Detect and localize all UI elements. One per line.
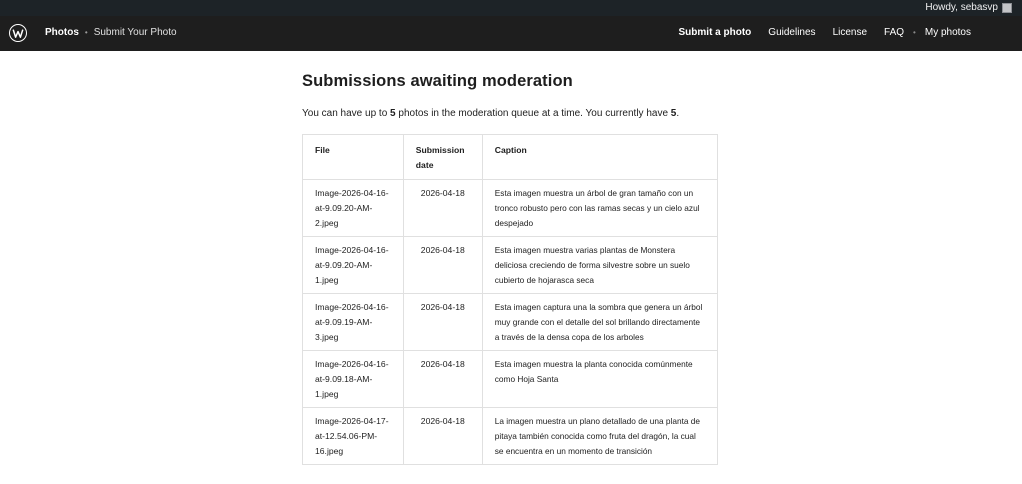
date-cell: 2026-04-18	[403, 294, 482, 351]
file-cell: Image-2026-04-16-at-9.09.19-AM-3.jpeg	[303, 294, 404, 351]
file-cell: Image-2026-04-16-at-9.09.18-AM-1.jpeg	[303, 351, 404, 408]
breadcrumb	[45, 27, 177, 38]
nav-submit-a-photo[interactable]: Submit a photo	[678, 27, 752, 38]
table-row	[303, 294, 718, 351]
column-header-date: Submission date	[403, 135, 482, 180]
table-row	[303, 408, 718, 465]
caption-cell: La imagen muestra un plano detallado de una planta de pitaya también conocida como fruta del dragón, la cual se encuentra en un momento de transición	[482, 408, 717, 465]
nav-my-photos[interactable]: My photos	[924, 27, 971, 38]
table-row	[303, 351, 718, 408]
account-menu[interactable]	[925, 2, 1012, 13]
notice-count: 5	[670, 108, 677, 119]
file-cell: Image-2026-04-16-at-9.09.20-AM-1.jpeg	[303, 237, 404, 294]
howdy-greeting[interactable]: Howdy, sebasvp	[925, 2, 998, 13]
main-nav	[679, 27, 971, 38]
page-name-link[interactable]: Submit Your Photo	[93, 27, 177, 38]
date-cell: 2026-04-18	[403, 408, 482, 465]
column-header-caption: Caption	[482, 135, 717, 180]
date-cell: 2026-04-18	[403, 351, 482, 408]
caption-cell: Esta imagen muestra un árbol de gran tamaño con un tronco robusto pero con las ramas secas y un cielo azul despejado	[482, 180, 717, 237]
caption-cell: Esta imagen muestra varias plantas de Monstera deliciosa creciendo de forma silvestre sobre un suelo cubierto de hojarasca seca	[482, 237, 717, 294]
table-header-row	[303, 135, 718, 180]
nav-license[interactable]: License	[832, 27, 868, 38]
column-header-file: File	[303, 135, 404, 180]
nav-faq[interactable]: FAQ	[884, 27, 905, 38]
table-row	[303, 180, 718, 237]
notice-prefix: You can have up to	[302, 108, 391, 119]
date-cell: 2026-04-18	[403, 180, 482, 237]
avatar[interactable]	[1002, 3, 1012, 13]
file-cell: Image-2026-04-17-at-12.54.06-PM-16.jpeg	[303, 408, 404, 465]
site-name-link[interactable]: Photos	[45, 27, 79, 38]
nav-guidelines[interactable]: Guidelines	[768, 27, 816, 38]
notice-middle: photos in the moderation queue at a time. You currently have	[395, 108, 671, 119]
admin-bar	[0, 0, 1022, 16]
notice-limit: 5	[390, 108, 396, 119]
nav-separator: •	[913, 28, 916, 37]
date-cell: 2026-04-18	[403, 237, 482, 294]
notice-suffix: .	[676, 108, 680, 119]
submissions-table	[302, 134, 718, 465]
caption-cell: Esta imagen captura una la sombra que genera un árbol muy grande con el detalle del sol brillando directamente a través de la densa copa de los arboles	[482, 294, 717, 351]
queue-notice	[302, 108, 679, 119]
table-row	[303, 237, 718, 294]
global-header	[0, 16, 1022, 51]
wordpress-logo-icon[interactable]	[9, 24, 27, 42]
caption-cell: Esta imagen muestra la planta conocida comúnmente como Hoja Santa	[482, 351, 717, 408]
page-heading: Submissions awaiting moderation	[302, 72, 573, 90]
file-cell: Image-2026-04-16-at-9.09.20-AM-2.jpeg	[303, 180, 404, 237]
breadcrumb-separator: •	[84, 28, 88, 37]
